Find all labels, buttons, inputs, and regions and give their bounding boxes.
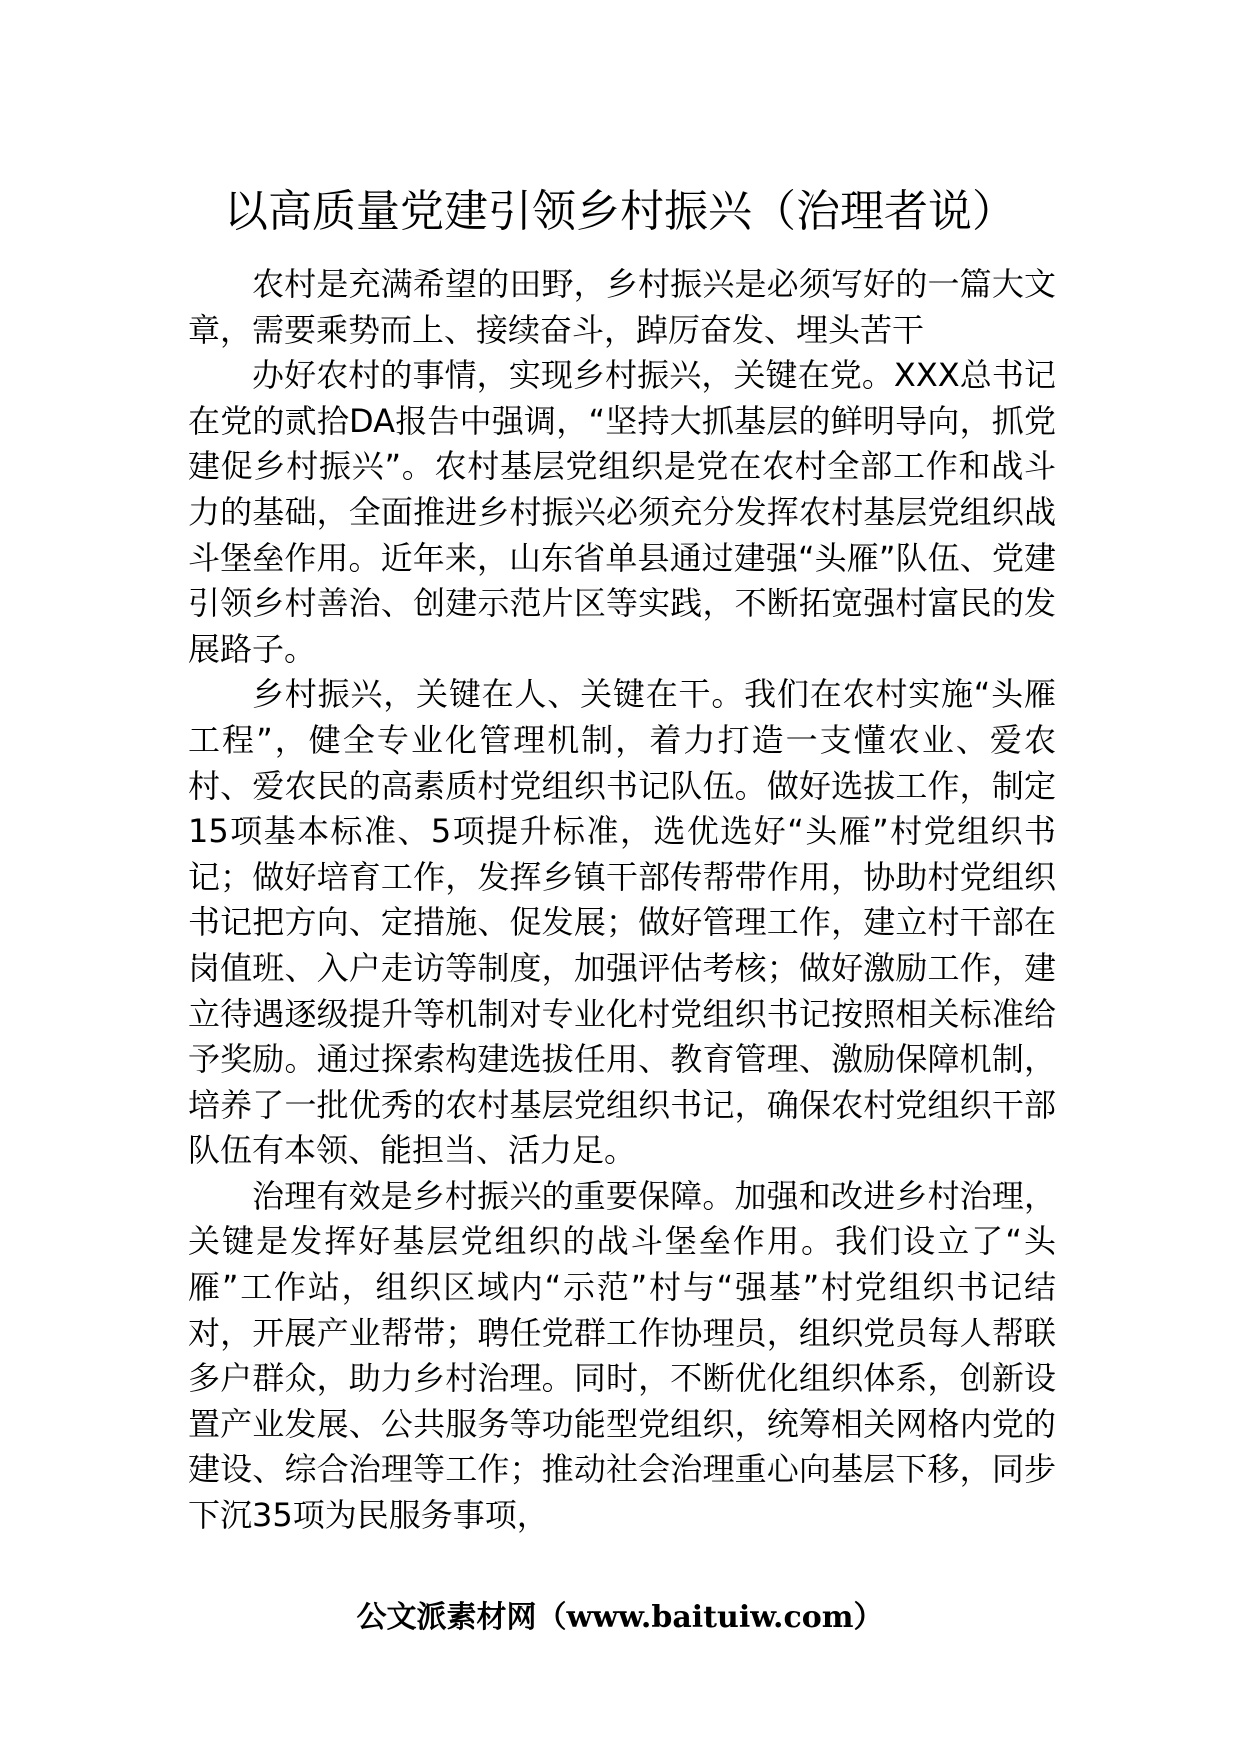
document-title: 以高质量党建引领乡村振兴（治理者说） bbox=[224, 186, 1016, 237]
paragraph-2: 办好农村的事情，实现乡村振兴，关键在党。XXX总书记在党的贰拾DA报告中强调，“坚持大抓基层的鲜明导向，抓党建促乡村振兴”。农村基层党组织是党在农村全部工作和战斗力的基础，全面推进乡村振兴必须充分发挥农村基层党组织战斗堡垒作用。近年来，山东省单县通过建强“头雁”队伍、党建引领乡村善治、创建示范片区等实践，不断拓宽强村富民的发展路子。 bbox=[188, 356, 1056, 668]
document-body bbox=[188, 262, 1056, 1539]
paragraph-4: 治理有效是乡村振兴的重要保障。加强和改进乡村治理，关键是发挥好基层党组织的战斗堡垒作用。我们设立了“头雁”工作站，组织区域内“示范”村与“强基”村党组织书记结对，开展产业帮带；聘任党群工作协理员，组织党员每人帮联多户群众，助力乡村治理。同时，不断优化组织体系，创新设置产业发展、公共服务等功能型党组织，统筹相关网格内党的建设、综合治理等工作；推动社会治理重心向基层下移，同步下沉35项为民服务事项， bbox=[188, 1176, 1056, 1535]
paragraph-3: 乡村振兴，关键在人、关键在干。我们在农村实施“头雁工程”，健全专业化管理机制，着力打造一支懂农业、爱农村、爱农民的高素质村党组织书记队伍。做好选拔工作，制定15项基本标准、5项提升标准，选优选好“头雁”村党组织书记；做好培育工作，发挥乡镇干部传帮带作用，协助村党组织书记把方向、定措施、促发展；做好管理工作，建立村干部在岗值班、入户走访等制度，加强评估考核；做好激励工作，建立待遇逐级提升等机制对专业化村党组织书记按照相关标准给予奖励。通过探索构建选拔任用、教育管理、激励保障机制，培养了一批优秀的农村基层党组织书记，确保农村党组织干部队伍有本领、能担当、活力足。 bbox=[188, 675, 1056, 1170]
paragraph-1: 农村是充满希望的田野，乡村振兴是必须写好的一篇大文章，需要乘势而上、接续奋斗，踔厉奋发、埋头苦干 bbox=[188, 265, 1056, 349]
page-footer-watermark: 公文派素材网（www.baituiw.com） bbox=[356, 1600, 884, 1635]
